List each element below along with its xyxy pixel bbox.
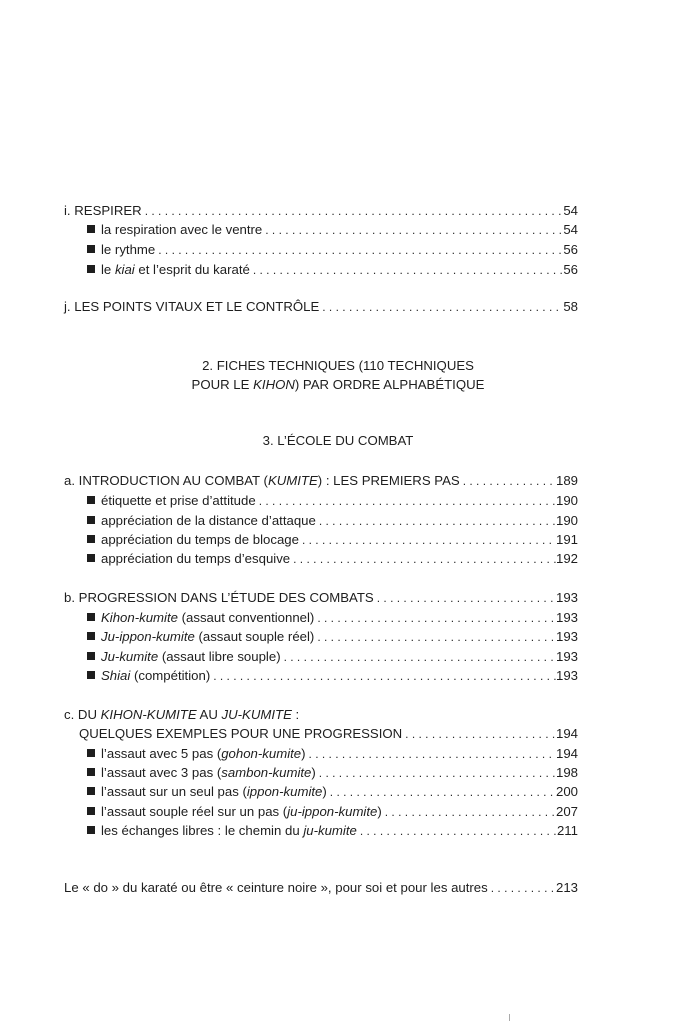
leader-dots bbox=[314, 627, 556, 647]
scan-mark bbox=[509, 1014, 510, 1021]
page-number: 192 bbox=[555, 551, 578, 566]
bullet-icon bbox=[87, 496, 95, 504]
leader-dots bbox=[299, 530, 556, 550]
page-number: 193 bbox=[555, 649, 578, 664]
leader-dots bbox=[402, 724, 556, 744]
toc-subentry-etiquette bbox=[87, 491, 578, 511]
entry-title: Shiai (compétition) bbox=[101, 668, 211, 683]
entry-title: l’assaut sur un seul pas (ippon-kumite) bbox=[101, 784, 327, 799]
page-number: 190 bbox=[555, 493, 578, 508]
leader-dots bbox=[357, 821, 557, 841]
page-number: 56 bbox=[563, 262, 578, 277]
entry-title: étiquette et prise d’attitude bbox=[101, 493, 256, 508]
chapter-heading-2-line2: POUR LE KIHON) PAR ORDRE ALPHABÉTIQUE bbox=[191, 377, 485, 392]
toc-subentry-blocage bbox=[87, 530, 578, 550]
leader-dots bbox=[319, 297, 563, 317]
leader-dots bbox=[262, 220, 563, 240]
toc-entry-do-du-karate bbox=[64, 878, 578, 898]
entry-title: Ju-ippon-kumite (assaut souple réel) bbox=[101, 629, 315, 644]
toc-subentry-kiai bbox=[87, 260, 578, 280]
toc-subentry-respiration-ventre bbox=[87, 220, 578, 240]
bullet-icon bbox=[87, 787, 95, 795]
toc-subentry-kihon-kumite bbox=[87, 608, 578, 628]
leader-dots bbox=[256, 491, 556, 511]
leader-dots bbox=[306, 744, 556, 764]
bullet-icon bbox=[87, 265, 95, 273]
toc-subentry-ju-ippon-kumite-2 bbox=[87, 802, 578, 822]
chapter-heading-3: 3. L’ÉCOLE DU COMBAT bbox=[262, 433, 414, 448]
page-number: 54 bbox=[563, 203, 578, 218]
toc-subentry-echanges-libres bbox=[87, 821, 578, 841]
page-number: 198 bbox=[555, 765, 578, 780]
page-number: 193 bbox=[555, 668, 578, 683]
bullet-icon bbox=[87, 535, 95, 543]
toc-subentry-rythme bbox=[87, 240, 578, 260]
leader-dots bbox=[374, 588, 556, 608]
entry-title: appréciation du temps de blocage bbox=[101, 532, 299, 547]
leader-dots bbox=[327, 782, 556, 802]
page-number: 200 bbox=[555, 784, 578, 799]
toc-subentry-sambon-kumite bbox=[87, 763, 578, 783]
toc-entry-respirer bbox=[64, 201, 578, 221]
bullet-icon bbox=[87, 225, 95, 233]
entry-title: l’assaut souple réel sur un pas (ju-ippon-kumite) bbox=[101, 804, 382, 819]
page-number: 193 bbox=[555, 629, 578, 644]
leader-dots bbox=[316, 511, 556, 531]
leader-dots bbox=[290, 549, 556, 569]
toc-subentry-esquive bbox=[87, 549, 578, 569]
entry-title: l’assaut avec 3 pas (sambon-kumite) bbox=[101, 765, 316, 780]
entry-title: l’assaut avec 5 pas (gohon-kumite) bbox=[101, 746, 306, 761]
entry-title: a. INTRODUCTION AU COMBAT (KUMITE) : LES PREMIERS PAS bbox=[64, 473, 460, 488]
bullet-icon bbox=[87, 671, 95, 679]
leader-dots bbox=[250, 260, 564, 280]
entry-title: Ju-kumite (assaut libre souple) bbox=[101, 649, 281, 664]
leader-dots bbox=[281, 647, 556, 667]
toc-subentry-ju-kumite bbox=[87, 647, 578, 667]
toc-subentry-gohon-kumite bbox=[87, 744, 578, 764]
toc-entry-progression bbox=[64, 588, 578, 608]
bullet-icon bbox=[87, 554, 95, 562]
toc-subentry-distance bbox=[87, 511, 578, 531]
page-number: 191 bbox=[555, 532, 578, 547]
entry-title: appréciation du temps d’esquive bbox=[101, 551, 291, 566]
toc-subentry-shiai bbox=[87, 666, 578, 686]
page-number: 190 bbox=[555, 513, 578, 528]
page-number: 58 bbox=[563, 299, 578, 314]
bullet-icon bbox=[87, 245, 95, 253]
leader-dots bbox=[316, 763, 556, 783]
entry-title: Kihon-kumite (assaut conventionnel) bbox=[101, 610, 315, 625]
bullet-icon bbox=[87, 652, 95, 660]
entry-title: i. RESPIRER bbox=[64, 203, 142, 218]
chapter-heading-2-line1: 2. FICHES TECHNIQUES (110 TECHNIQUES bbox=[202, 358, 474, 373]
bullet-icon bbox=[87, 768, 95, 776]
entry-title: j. LES POINTS VITAUX ET LE CONTRÔLE bbox=[64, 299, 320, 314]
bullet-icon bbox=[87, 516, 95, 524]
leader-dots bbox=[382, 802, 556, 822]
bullet-icon bbox=[87, 807, 95, 815]
bullet-icon bbox=[87, 613, 95, 621]
bullet-icon bbox=[87, 749, 95, 757]
leader-dots bbox=[314, 608, 556, 628]
page-number: 54 bbox=[563, 222, 578, 237]
entry-title: les échanges libres : le chemin du ju-kumite bbox=[101, 823, 357, 838]
page-number: 194 bbox=[555, 746, 578, 761]
toc-subentry-ju-ippon-kumite bbox=[87, 627, 578, 647]
toc-subentry-ippon-kumite bbox=[87, 782, 578, 802]
entry-title: appréciation de la distance d’attaque bbox=[101, 513, 316, 528]
leader-dots bbox=[460, 471, 556, 491]
entry-title: la respiration avec le ventre bbox=[101, 222, 263, 237]
page-number: 207 bbox=[555, 804, 578, 819]
bullet-icon bbox=[87, 826, 95, 834]
entry-title: le rythme bbox=[101, 242, 156, 257]
page-number: 211 bbox=[556, 823, 578, 838]
toc-entry-introduction-combat bbox=[64, 471, 578, 491]
entry-title: le kiai et l’esprit du karaté bbox=[101, 262, 250, 277]
bullet-icon bbox=[87, 632, 95, 640]
toc-entry-c-line1: c. DU KIHON-KUMITE AU JU-KUMITE : bbox=[64, 707, 300, 722]
toc-entry-exemples-progression bbox=[79, 724, 578, 744]
page-number: 193 bbox=[555, 590, 578, 605]
page-number: 193 bbox=[555, 610, 578, 625]
leader-dots bbox=[142, 201, 564, 221]
toc-entry-points-vitaux bbox=[64, 297, 578, 317]
entry-title: Le « do » du karaté ou être « ceinture noire », pour soi et pour les autres bbox=[64, 880, 488, 895]
page-number: 194 bbox=[555, 726, 578, 741]
entry-title: QUELQUES EXEMPLES POUR UNE PROGRESSION bbox=[79, 726, 403, 741]
leader-dots bbox=[210, 666, 556, 686]
page-number: 189 bbox=[555, 473, 578, 488]
leader-dots bbox=[155, 240, 563, 260]
leader-dots bbox=[488, 878, 556, 898]
page-number: 56 bbox=[563, 242, 578, 257]
entry-title: b. PROGRESSION DANS L’ÉTUDE DES COMBATS bbox=[64, 590, 374, 605]
page-number: 213 bbox=[555, 880, 578, 895]
